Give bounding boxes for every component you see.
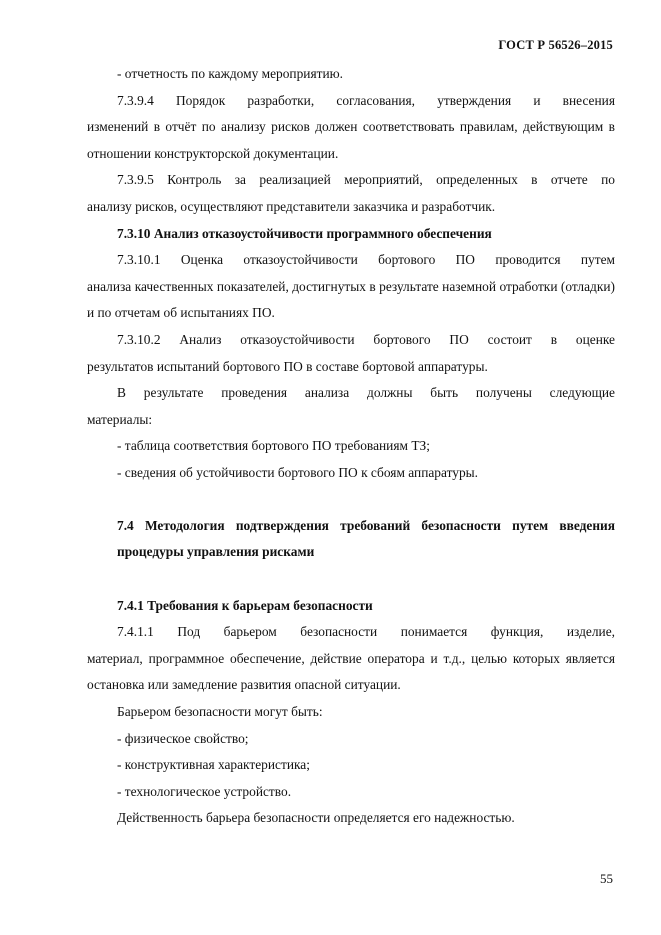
paragraph-continuation: результатов испытаний бортового ПО в составе бортовой аппаратуры. (87, 358, 488, 374)
page-number: 55 (600, 871, 613, 886)
paragraph-continuation: материалы: (87, 411, 153, 427)
list-item-design-characteristic: - конструктивная характеристика; (117, 757, 310, 773)
document-code-header: ГОСТ Р 56526–2015 (498, 38, 613, 52)
paragraph-continuation: изменений в отчёт по анализу рисков должен соответствовать правилам, действующим в отношении конструкторской документации. (87, 119, 615, 161)
list-item-compliance-table: - таблица соответствия бортового ПО требованиям ТЗ; (117, 438, 430, 454)
list-item-reporting: - отчетность по каждому мероприятию. (117, 66, 343, 81)
page-body (87, 61, 615, 832)
paragraph-barrier-effectiveness: Действенность барьера безопасности определяется его надежностью. (117, 810, 515, 826)
list-item-technological-device: - технологическое устройство. (117, 783, 292, 799)
paragraph-7-3-9-4 (87, 88, 615, 168)
list-item-physical-property: - физическое свойство; (117, 730, 249, 746)
section-heading-7-4-1: 7.4.1 Требования к барьерам безопасности (117, 597, 373, 613)
section-heading-7-4: 7.4 Методология подтверждения требований безопасности путем введения процедуры управления рисками (117, 517, 615, 560)
paragraph-first-line: 7.3.10.1 Оценка отказоустойчивости бортового ПО проводится путем (117, 252, 615, 268)
paragraph-7-3-9-5 (87, 167, 615, 220)
paragraph-continuation: материал, программное обеспечение, действие оператора и т.д., целью которых является остановка или замедление развития опасной ситуации. (87, 650, 615, 693)
paragraph-results (87, 380, 615, 433)
paragraph-barrier-types: Барьером безопасности могут быть: (117, 704, 323, 720)
paragraph-7-3-10-1 (87, 247, 615, 327)
paragraph-first-line: В результате проведения анализа должны быть получены следующие (117, 385, 615, 401)
section-heading-7-3-10: 7.3.10 Анализ отказоустойчивости программного обеспечения (117, 225, 492, 241)
paragraph-7-3-10-2 (87, 327, 615, 380)
paragraph-first-line: 7.3.10.2 Анализ отказоустойчивости бортового ПО состоит в оценке (117, 331, 615, 347)
paragraph-first-line: 7.3.9.5 Контроль за реализацией мероприятий, определенных в отчете по (117, 172, 615, 188)
paragraph-continuation: анализа качественных показателей, достигнутых в результате наземной отработки (отладки) и по отчетам об испытаниях ПО. (87, 278, 615, 321)
paragraph-continuation: анализу рисков, осуществляют представители заказчика и разработчик. (87, 198, 496, 214)
paragraph-first-line: 7.3.9.4 Порядок разработки, согласования, утверждения и внесения (117, 92, 615, 108)
spacer (117, 566, 615, 593)
spacer (117, 487, 615, 513)
paragraph-7-4-1-1 (87, 619, 615, 699)
list-item-stability-info: - сведения об устойчивости бортового ПО к сбоям аппаратуры. (117, 464, 479, 480)
paragraph-first-line: 7.4.1.1 Под барьером безопасности понимается функция, изделие, (117, 624, 615, 640)
